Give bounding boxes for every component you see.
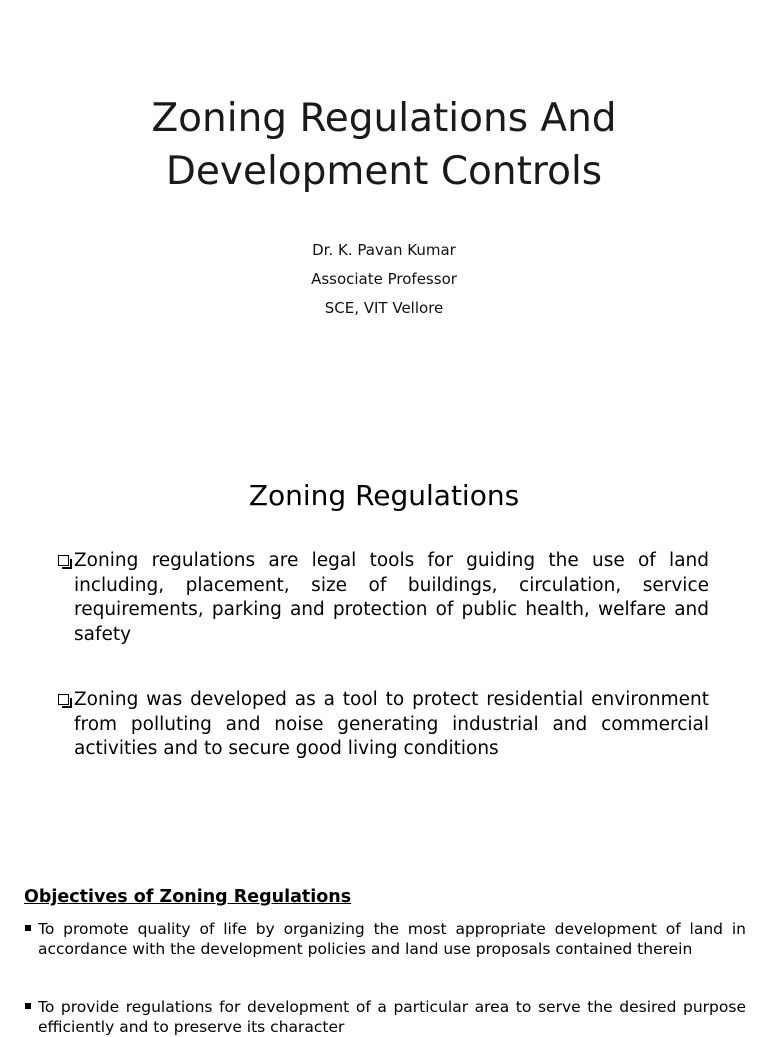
list-item	[58, 549, 709, 647]
author-block	[0, 236, 768, 323]
list-item	[24, 997, 746, 1037]
square-bullet-icon	[25, 925, 31, 931]
bullet-text: Zoning regulations are legal tools for guiding the use of land including, placement, size of buildings, circulation, service requirements, parking and protection of public health, welfare and safety	[74, 550, 709, 645]
square-bullet-icon	[25, 1003, 31, 1009]
title-line-2: Development Controls	[165, 149, 603, 194]
objectives-bullet-list	[24, 919, 746, 1037]
title-line-1: Zoning Regulations And	[151, 96, 617, 141]
section-title: Zoning Regulations	[248, 479, 520, 512]
bullet-text: To promote quality of life by organizing the most appropriate development of land in accordance with the development policies and land use proposals contained therein	[38, 920, 746, 958]
checkbox-bullet-icon	[58, 555, 69, 566]
list-item	[24, 919, 746, 959]
list-item	[58, 688, 709, 762]
section-bullet-list	[58, 549, 709, 762]
bullet-text: Zoning was developed as a tool to protect residential environment from polluting and noise generating industrial and commercial activities and to secure good living conditions	[74, 689, 709, 759]
author-name: Dr. K. Pavan Kumar	[312, 241, 456, 259]
checkbox-bullet-icon	[58, 694, 69, 705]
objectives-heading: Objectives of Zoning Regulations	[24, 887, 352, 907]
author-position: Associate Professor	[311, 270, 457, 288]
document-title	[0, 92, 768, 198]
bullet-text: To provide regulations for development of a particular area to serve the desired purpose efficiently and to preserve its character	[38, 998, 746, 1036]
author-affiliation: SCE, VIT Vellore	[324, 299, 444, 317]
